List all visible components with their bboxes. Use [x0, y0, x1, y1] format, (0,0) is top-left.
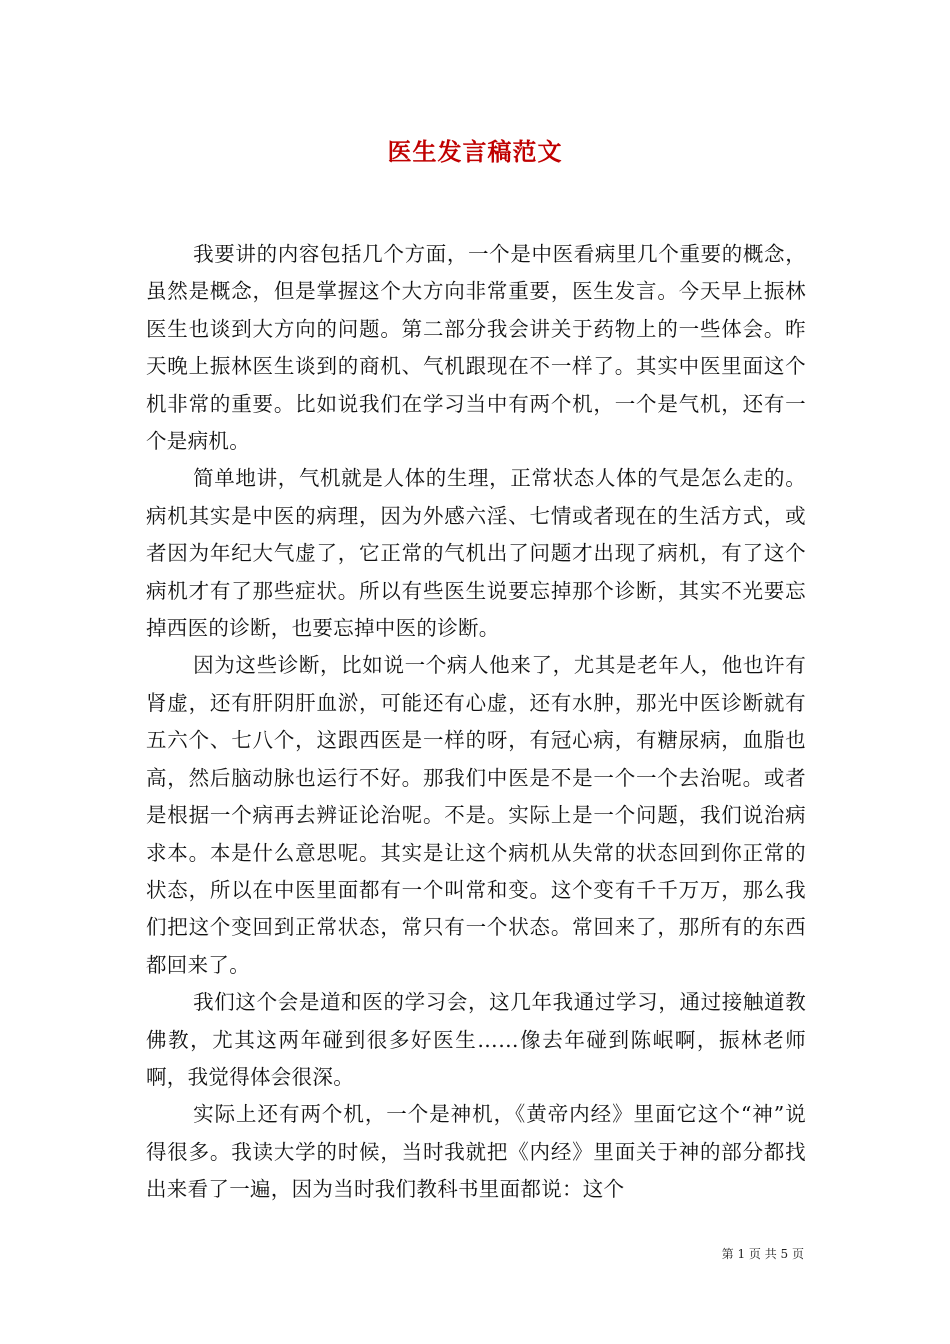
page-number-footer: 第 1 页 共 5 页: [721, 1247, 804, 1261]
paragraph-4: 我们这个会是道和医的学习会，这几年我通过学习，通过接触道教佛教，尤其这两年碰到很多好医生……像去年碰到陈岷啊，振林老师啊，我觉得体会很深。: [146, 990, 806, 1089]
paragraph-1: 我要讲的内容包括几个方面，一个是中医看病里几个重要的概念，虽然是概念，但是掌握这个大方向非常重要，医生发言。今天早上振林医生也谈到大方向的问题。第二部分我会讲关于药物上的一些体会。昨天晚上振林医生谈到的商机、气机跟现在不一样了。其实中医里面这个机非常的重要。比如说我们在学习当中有两个机，一个是气机，还有一个是病机。: [146, 242, 806, 454]
paragraph-3: 因为这些诊断，比如说一个病人他来了，尤其是老年人，他也许有肾虚，还有肝阴肝血淤，可能还有心虚，还有水肿，那光中医诊断就有五六个、七八个，这跟西医是一样的呀，有冠心病，有糖尿病，血脂也高，然后脑动脉也运行不好。那我们中医是不是一个一个去治呢。或者是根据一个病再去辨证论治呢。不是。实际上是一个问题，我们说治病求本。本是什么意思呢。其实是让这个病机从失常的状态回到你正常的状态，所以在中医里面都有一个叫常和变。这个变有千千万万，那么我们把这个变回到正常状态，常只有一个状态。常回来了，那所有的东西都回来了。: [146, 653, 806, 977]
paragraph-5: 实际上还有两个机，一个是神机，《黄帝内经》里面它这个“神”说得很多。我读大学的时候，当时我就把《内经》里面关于神的部分都找出来看了一遍，因为当时我们教科书里面都说：这个: [146, 1102, 806, 1202]
document-body: [146, 236, 806, 1209]
document-title: 医生发言稿范文: [387, 137, 563, 166]
paragraph-2: 简单地讲，气机就是人体的生理，正常状态人体的气是怎么走的。病机其实是中医的病理，因为外感六淫、七情或者现在的生活方式，或者因为年纪大气虚了，它正常的气机出了问题才出现了病机，有了这个病机才有了那些症状。所以有些医生说要忘掉那个诊断，其实不光要忘掉西医的诊断，也要忘掉中医的诊断。: [146, 466, 806, 641]
